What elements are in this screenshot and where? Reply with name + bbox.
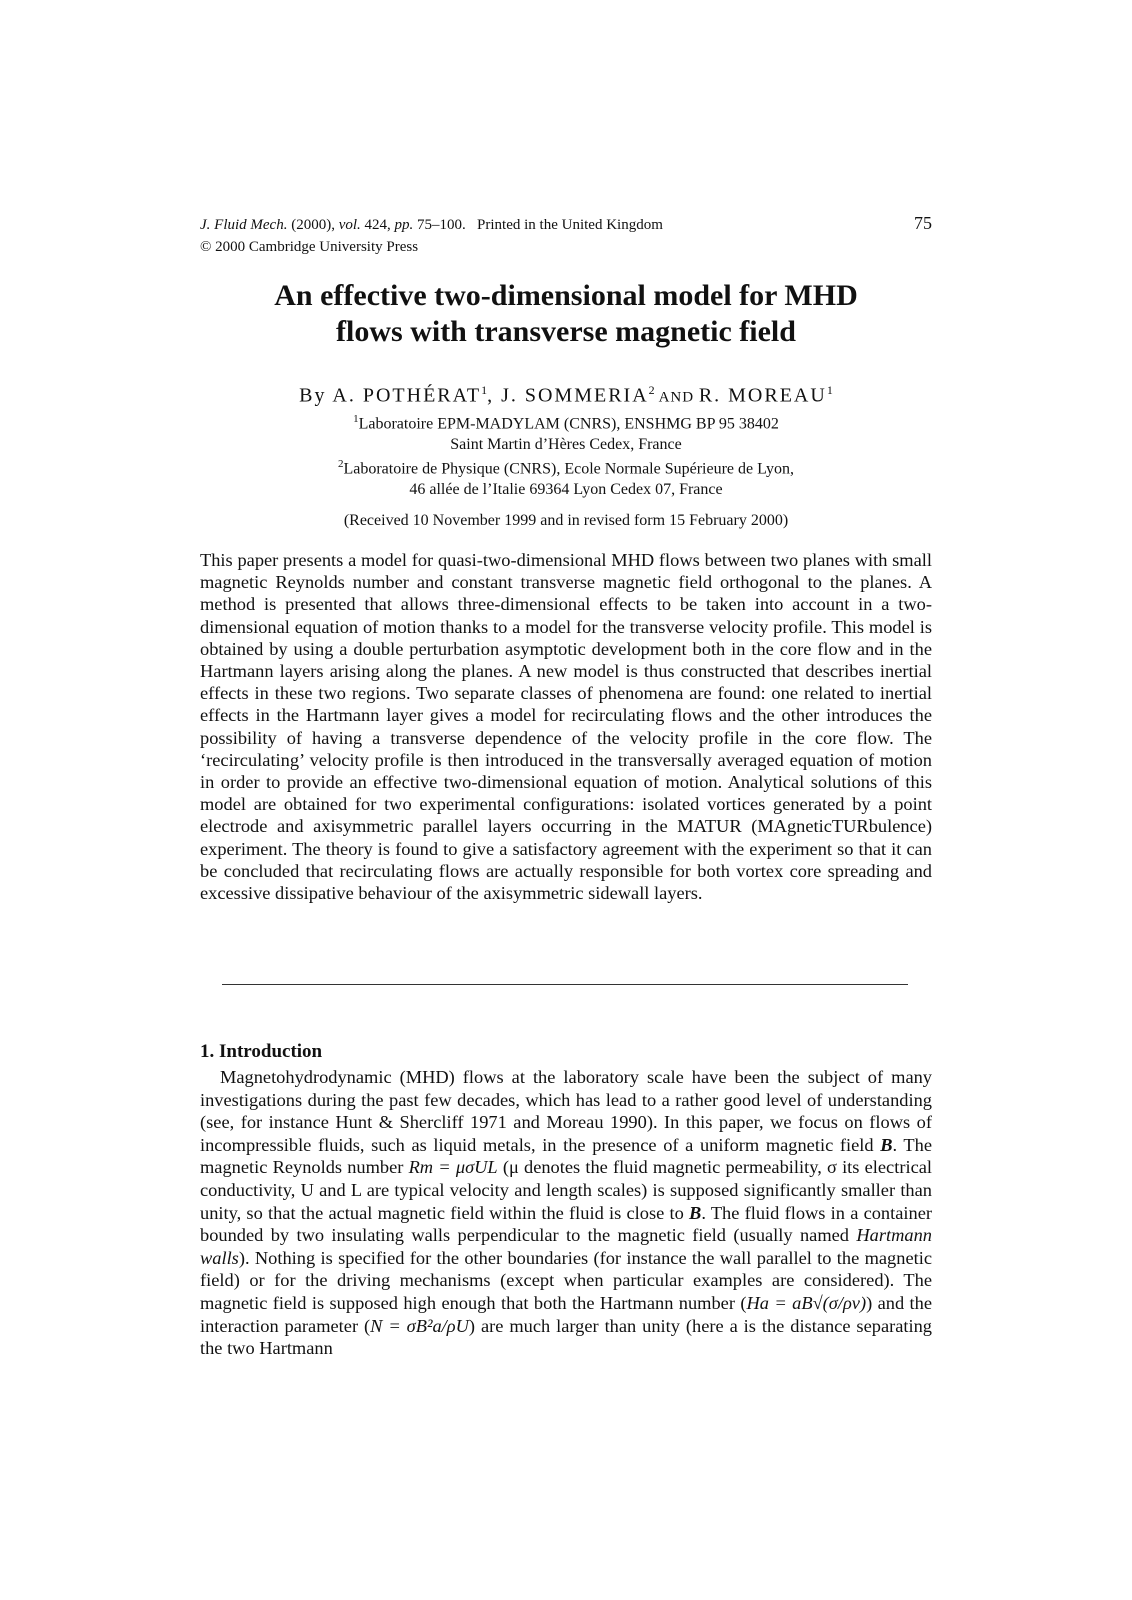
page-range: 75–100. bbox=[417, 217, 466, 233]
journal-name: J. Fluid Mech. bbox=[200, 217, 288, 233]
equation-rm: Rm = μσUL bbox=[408, 1157, 498, 1178]
affiliation-1-line-2: Saint Martin d’Hères Cedex, France bbox=[450, 436, 682, 454]
author-2-affil: 2 bbox=[648, 383, 655, 397]
intro-text-7: ) are much larger than unity (here a is the distance separating the two Hartmann bbox=[200, 1315, 933, 1359]
intro-text-6: ) and the interaction parameter ( bbox=[200, 1292, 933, 1336]
affiliation-2-line-2: 46 allée de l’Italie 69364 Lyon Cedex 07, France bbox=[409, 481, 723, 499]
volume-number: 424, bbox=[364, 217, 391, 233]
title-line-1: An effective two-dimensional model for MHD bbox=[274, 279, 858, 312]
title-line-2: flows with transverse magnetic field bbox=[336, 315, 796, 348]
intro-text-2: . The magnetic Reynolds number bbox=[200, 1134, 932, 1178]
affiliation-1 bbox=[200, 409, 932, 455]
author-3-affil: 1 bbox=[826, 383, 833, 397]
hartmann-walls-term: Hartmann walls bbox=[200, 1225, 932, 1268]
printed-note: Printed in the United Kingdom bbox=[477, 217, 663, 233]
journal-year: (2000), bbox=[291, 217, 335, 233]
author-1: By A. POTHÉRAT bbox=[299, 384, 482, 407]
running-header bbox=[200, 212, 932, 258]
pages-label: pp. bbox=[394, 217, 414, 233]
divider-rule bbox=[222, 984, 908, 985]
author-and: AND bbox=[654, 389, 699, 406]
intro-text-5: ). Nothing is specified for the other boundaries (for instance the wall parallel to the magnetic field) or for the driving mechanisms (except when particular examples are considered). The magnetic field is supposed high enough that both the Hartmann number ( bbox=[200, 1247, 932, 1313]
intro-text-3: (μ denotes the fluid magnetic permeability, σ its electrical conductivity, U and L are typical velocity and length scales) is supposed significantly smaller than unity, so that the actual magnetic field within the fluid is close to bbox=[200, 1157, 932, 1223]
intro-paragraph bbox=[200, 1066, 932, 1360]
equation-ha: Ha = aB√(σ/ρν) bbox=[746, 1292, 867, 1313]
symbol-B-2: B bbox=[689, 1202, 702, 1223]
abstract: This paper presents a model for quasi-two-dimensional MHD flows between two planes with small magnetic Reynolds number and constant transverse magnetic field orthogonal to the planes. A method is presented that allows three-dimensional effects to be taken into account in a two-dimensional equation of motion thanks to a model for the transverse velocity profile. This model is obtained by using a double perturbation asymptotic development both in the core flow and in the Hartmann layers arising along the planes. A new model is thus constructed that describes inertial effects in these two regions. Two separate classes of phenomena are found: one related to inertial effects in the Hartmann layer gives a model for recirculating flows and the other introduces the possibility of having a transverse dependence of the velocity profile in the core flow. The ‘recirculating’ velocity profile is then introduced in the transversally averaged equation of motion in order to provide an effective two-dimensional equation of motion. Analytical solutions of this model are obtained for two experimental configurations: isolated vortices generated by a point electrode and axisymmetric parallel layers occurring in the MATUR (MAgneticTURbulence) experiment. The theory is found to give a satisfactory agreement with the experiment so that it can be concluded that recirculating flows are actually responsible for both vortex core spreading and excessive dissipative behaviour of the axisymmetric sidewall layers. bbox=[200, 550, 932, 904]
section-heading: 1. Introduction bbox=[200, 1041, 323, 1062]
author-3: R. MOREAU bbox=[698, 384, 827, 407]
citation-line bbox=[200, 214, 663, 236]
author-2: , J. SOMMERIA bbox=[487, 384, 649, 407]
copyright-line: © 2000 Cambridge University Press bbox=[200, 239, 419, 255]
received-dates: (Received 10 November 1999 and in revised form 15 February 2000) bbox=[343, 512, 789, 529]
affiliation-1-mark: 1 bbox=[353, 413, 359, 425]
intro-text-4: . The fluid flows in a container bounded by two insulating walls perpendicular to the magnetic field (usually named bbox=[200, 1202, 932, 1246]
author-1-affil: 1 bbox=[481, 383, 488, 397]
volume-label: vol. bbox=[338, 217, 361, 233]
equation-n: N = σB²a/ρU bbox=[370, 1315, 469, 1336]
page-number: 75 bbox=[914, 213, 932, 233]
intro-text-1: Magnetohydrodynamic (MHD) flows at the laboratory scale have been the subject of many investigations during the past few decades, which has lead to a rather good level of understanding (see, for instance Hunt & Shercliff 1971 and Moreau 1990). In this paper, we focus on flows of incompressible fluids, such as liquid metals, in the presence of a uniform magnetic field bbox=[200, 1067, 932, 1155]
affiliation-2-line-1: Laboratoire de Physique (CNRS), Ecole Normale Supérieure de Lyon, bbox=[343, 460, 795, 478]
paper-title bbox=[200, 278, 932, 350]
symbol-B: B bbox=[880, 1134, 893, 1155]
affiliation-1-line-1: Laboratoire EPM-MADYLAM (CNRS), ENSHMG BP 95 38402 bbox=[358, 415, 779, 433]
author-list bbox=[200, 377, 932, 411]
affiliation-2 bbox=[200, 454, 932, 500]
affiliation-2-mark: 2 bbox=[337, 458, 344, 470]
